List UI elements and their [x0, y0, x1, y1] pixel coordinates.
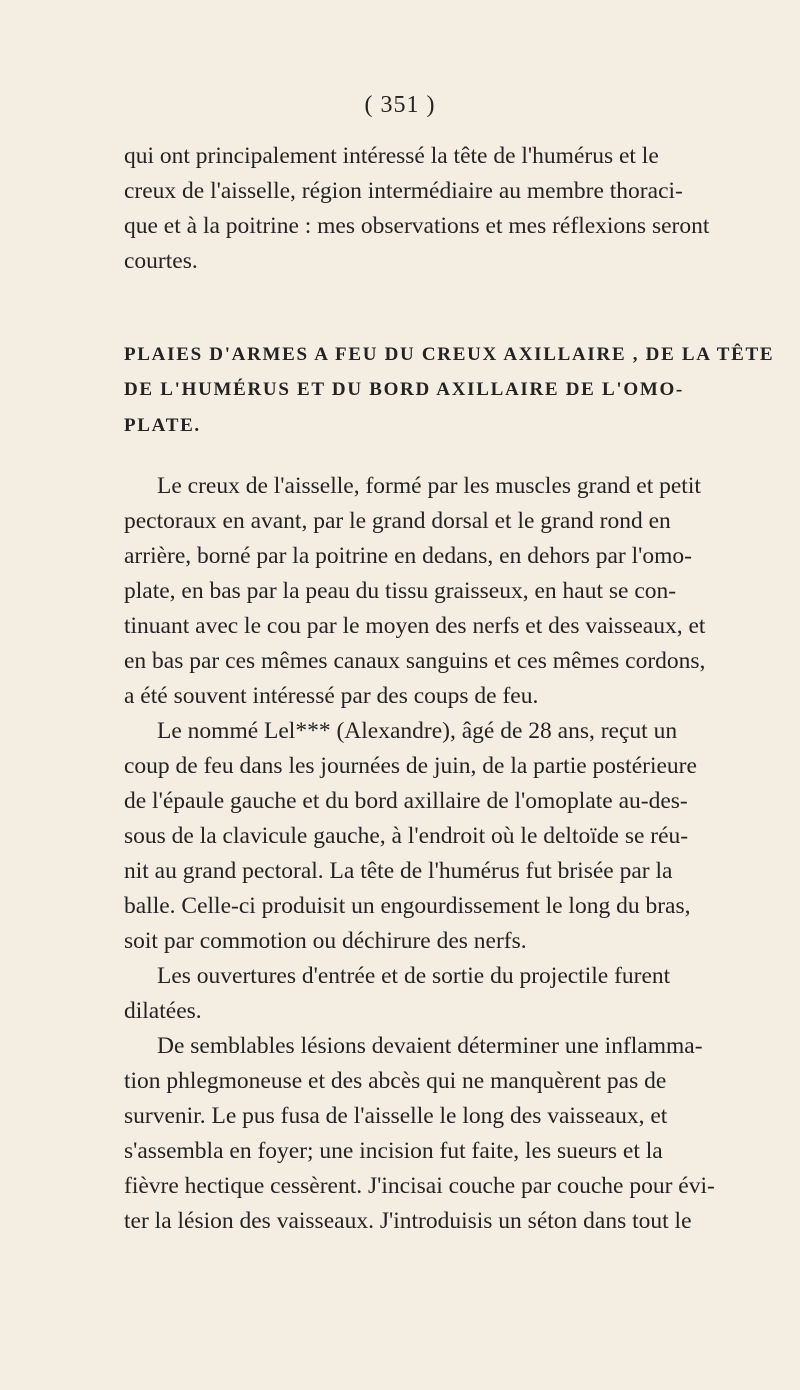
body-line-11: sous de la clavicule gauche, à l'endroit où le deltoïde se réu-	[124, 823, 689, 849]
body-line-16: dilatées.	[124, 998, 202, 1024]
body-line-7: a été souvent intéressé par des coups de feu.	[124, 683, 539, 709]
intro-line-2: creux de l'aisselle, région intermédiaire au membre thoraci-	[124, 178, 683, 204]
body-line-15: Les ouvertures d'entrée et de sortie du projectile furent	[157, 963, 671, 989]
section-heading-line-1: PLAIES D'ARMES A FEU DU CREUX AXILLAIRE , DE LA TÊTE	[124, 344, 775, 365]
body-line-3: arrière, borné par la poitrine en dedans, en dehors par l'omo-	[124, 543, 693, 569]
body-line-12: nit au grand pectoral. La tête de l'humérus fut brisée par la	[124, 858, 673, 884]
intro-line-1: qui ont principalement intéressé la tête de l'humérus et le	[124, 143, 659, 169]
section-heading-line-2: DE L'HUMÉRUS ET DU BORD AXILLAIRE DE L'OMO-	[124, 379, 684, 400]
body-line-10: de l'épaule gauche et du bord axillaire de l'omoplate au-des-	[124, 788, 688, 814]
body-line-20: s'assembla en foyer; une incision fut faite, les sueurs et la	[124, 1138, 663, 1164]
body-line-9: coup de feu dans les journées de juin, de la partie postérieure	[124, 753, 697, 779]
intro-line-4: courtes.	[124, 248, 198, 274]
body-line-22: ter la lésion des vaisseaux. J'introduisis un séton dans tout le	[124, 1208, 692, 1234]
body-line-1: Le creux de l'aisselle, formé par les muscles grand et petit	[157, 473, 701, 499]
body-line-8: Le nommé Lel*** (Alexandre), âgé de 28 ans, reçut un	[157, 718, 678, 744]
body-line-6: en bas par ces mêmes canaux sanguins et ces mêmes cordons,	[124, 648, 706, 674]
body-line-13: balle. Celle-ci produisit un engourdissement le long du bras,	[124, 893, 691, 919]
body-line-5: tinuant avec le cou par le moyen des nerfs et des vaisseaux, et	[124, 613, 706, 639]
body-line-18: tion phlegmoneuse et des abcès qui ne manquèrent pas de	[124, 1068, 667, 1094]
body-line-17: De semblables lésions devaient déterminer une inflamma-	[157, 1033, 703, 1059]
body-line-2: pectoraux en avant, par le grand dorsal et le grand rond en	[124, 508, 671, 534]
body-line-21: fièvre hectique cessèrent. J'incisai couche par couche pour évi-	[124, 1173, 715, 1199]
intro-line-3: que et à la poitrine : mes observations et mes réflexions seront	[124, 213, 710, 239]
body-line-14: soit par commotion ou déchirure des nerfs.	[124, 928, 527, 954]
page-number: ( 351 )	[364, 92, 436, 118]
body-line-4: plate, en bas par la peau du tissu graisseux, en haut se con-	[124, 578, 677, 604]
body-line-19: survenir. Le pus fusa de l'aisselle le long des vaisseaux, et	[124, 1103, 668, 1129]
section-heading-line-3: PLATE.	[124, 415, 201, 436]
